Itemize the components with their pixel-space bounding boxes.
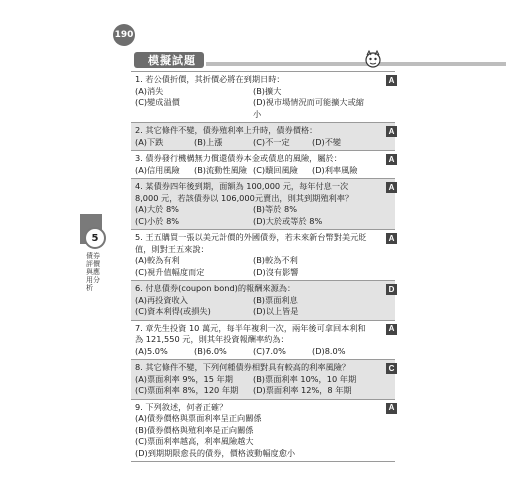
option: (B)較為不利 (253, 255, 298, 265)
question-list (131, 71, 395, 462)
option: (C)不一定 (253, 136, 290, 147)
section-title: 模擬試題 (148, 54, 196, 67)
option: (B)上漲 (194, 136, 223, 147)
option: (B)流動性風險 (194, 164, 247, 175)
question-1 (131, 71, 395, 122)
option: (A)信用風險 (135, 164, 180, 175)
question-6 (131, 280, 395, 320)
option: (D)沒有影響 (253, 266, 299, 277)
question-3 (131, 150, 395, 178)
answer-badge: C (386, 363, 397, 374)
option: (B)6.0% (194, 345, 227, 356)
option: (B)擴大 (253, 85, 282, 96)
question-stem: 9. 下列敘述，何者正確？ (135, 401, 228, 412)
question-stem: 4. 某債券四年後到期，面額為 100,000 元，每年付息一次 8,000 元，若該債券以 106,000元賣出，則其到期殖利率？ (135, 181, 354, 203)
page-number: 190 (114, 30, 134, 40)
option: (C)資本利得(或損失) (135, 306, 211, 316)
option: (A)消失 (135, 85, 164, 96)
question-5 (131, 229, 395, 280)
question-stem: 3. 債券發行機構無力償還債券本金或債息的風險，屬於： (135, 153, 342, 163)
option: (A)較為有利 (135, 255, 180, 265)
option: (A)大於 8% (135, 204, 179, 214)
option: (D)8.0% (312, 345, 346, 356)
option: (D)不變 (312, 136, 342, 147)
option: (B)票面利率 10%，10 年期 (253, 373, 357, 384)
option: (D)大於或等於 8% (253, 215, 323, 226)
mascot-icon (362, 49, 384, 69)
option: (D)視市場情況而可能擴大或縮小 (253, 97, 364, 119)
answer-badge: A (386, 75, 397, 86)
question-stem: 8. 其它條件不變，下列何種債券相對具有較高的利率風險？ (135, 362, 351, 372)
option: (D)到期期限愈長的債券，價格波動幅度愈小 (135, 447, 296, 458)
answer-badge: A (386, 403, 397, 414)
option: (D)利率風險 (312, 164, 358, 175)
question-stem: 6. 付息債券(coupon bond)的報酬來源為： (135, 283, 296, 293)
question-4 (131, 178, 395, 229)
option: (C)票面利率越高，利率風險越大 (135, 436, 254, 446)
option: (C)小於 8% (135, 215, 180, 226)
question-stem: 7. 章先生投資 10 萬元，每半年複利一次，兩年後可拿回本利和為 121,550 元，則其年投資報酬率約為： (135, 322, 366, 344)
answer-badge: A (386, 324, 397, 335)
option: (D)以上皆是 (253, 306, 299, 316)
option: (A)5.0% (135, 345, 168, 356)
option: (A)下跌 (135, 136, 164, 147)
page-number-badge (113, 24, 135, 46)
answer-badge: A (386, 154, 397, 165)
question-8 (131, 359, 395, 399)
bottom-rule (131, 461, 395, 462)
question-stem: 5. 王五購買一張以美元計價的外國債券，若未來新台幣對美元貶值，則對王五來說： (135, 232, 367, 254)
option: (A)再投資收入 (135, 294, 188, 305)
chapter-number-badge (84, 227, 106, 249)
option: (D)票面利率 12%，8 年期 (253, 385, 352, 395)
option: (B)債券價格與殖利率是正向關係 (135, 424, 254, 435)
option: (C)7.0% (253, 345, 286, 356)
answer-badge: A (386, 182, 397, 193)
question-stem: 1. 若公債折價，其折價必將在到期日時： (135, 74, 285, 84)
question-7 (131, 320, 395, 360)
option: (C)票面利率 8%，120 年期 (135, 385, 239, 395)
answer-badge: A (386, 126, 397, 137)
question-9 (131, 399, 395, 462)
answer-badge: D (386, 284, 397, 295)
question-stem: 2. 其它條件不變，債券殖利率上升時，債券價格： (135, 125, 318, 135)
answer-badge: A (386, 233, 397, 244)
option: (A)債券價格與票面利率呈正向關係 (135, 413, 262, 423)
option: (C)視升值幅度而定 (135, 266, 205, 277)
chapter-title: 債券評價與應用分析 (86, 252, 100, 292)
header-rule (206, 62, 506, 66)
option: (C)贖回風險 (253, 164, 298, 175)
option: (B)等於 8% (253, 204, 297, 214)
question-2 (131, 122, 395, 150)
option: (C)變成溢價 (135, 97, 180, 107)
option: (A)票面利率 9%，15 年期 (135, 373, 233, 384)
chapter-number: 5 (91, 232, 99, 244)
option: (B)票面利息 (253, 294, 298, 305)
section-header (134, 50, 394, 70)
